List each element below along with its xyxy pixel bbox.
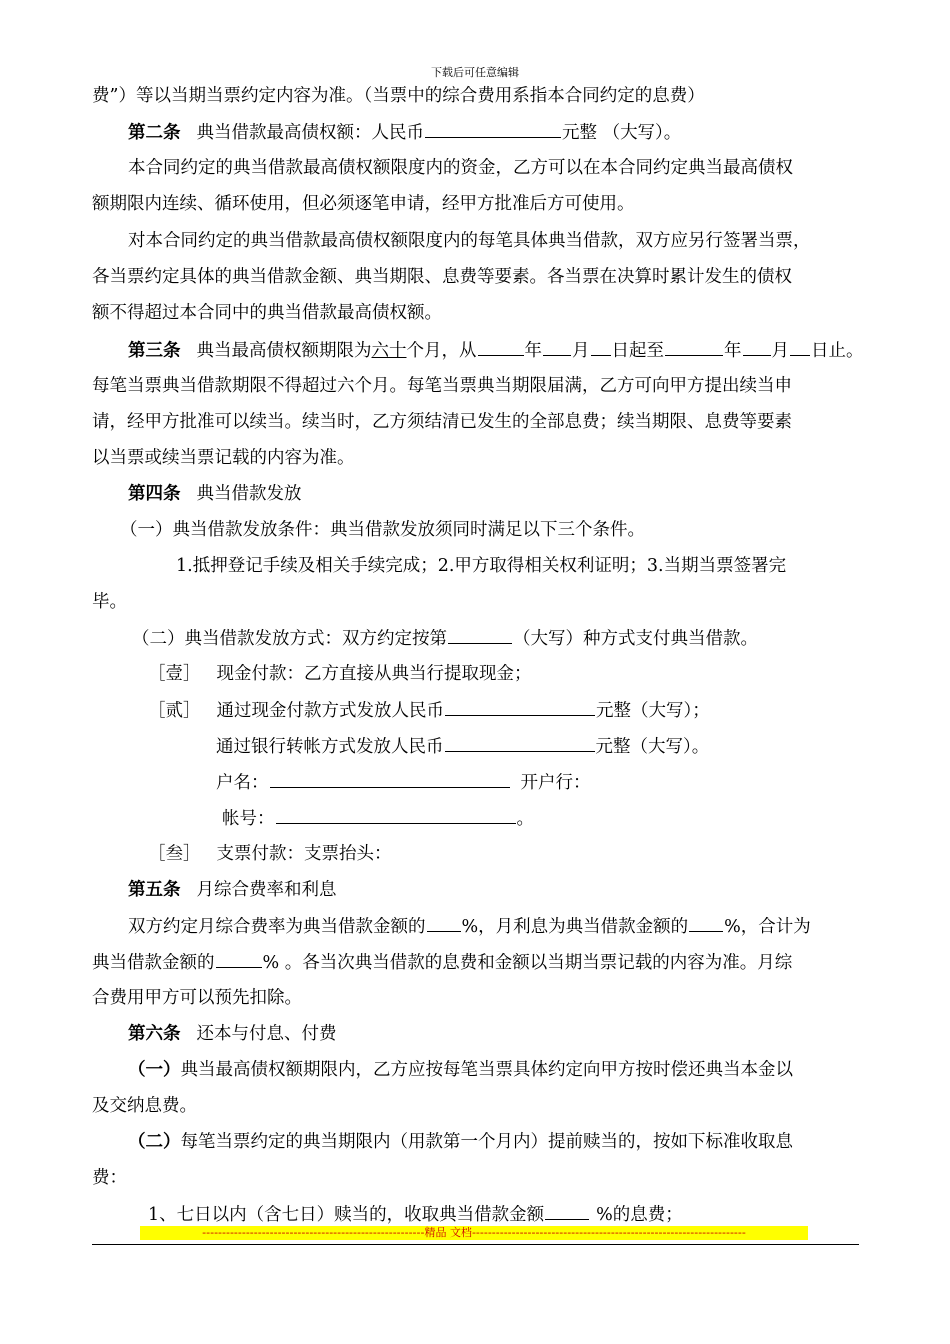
text-line: 对本合同约定的典当借款最高债权额限度内的每笔具体典当借款，双方应另行签署当票， bbox=[128, 231, 811, 251]
option-2: ［贰］ 通过现金付款方式发放人民币 元整（大写）； bbox=[92, 698, 923, 723]
account-name-line: 户名： 开户行： bbox=[92, 770, 950, 795]
option-2-transfer: 通过银行转帐方式发放人民币 元整（大写）。 bbox=[92, 734, 950, 759]
text-line: 典当借款金额的 % 。各当次典当借款的息费和金额以当期当票记载的内容为准。月综 bbox=[92, 950, 867, 975]
text-line: 请，经甲方批准可以续当。续当时，乙方须结清已发生的全部息费；续当期限、息费等要素 bbox=[92, 412, 792, 432]
text-line: （二）每笔当票约定的典当期限内（用款第一个月内）提前赎当的，按如下标准收取息 bbox=[128, 1132, 793, 1152]
text-line: 额不得超过本合同中的典当借款最高债权额。 bbox=[92, 303, 442, 323]
end-day-blank[interactable] bbox=[790, 338, 810, 356]
start-year-blank[interactable] bbox=[478, 338, 524, 356]
end-year-blank[interactable] bbox=[665, 338, 723, 356]
text-line: 及交纳息费。 bbox=[92, 1096, 197, 1116]
cash-amount-blank[interactable] bbox=[445, 698, 595, 716]
early-redeem-rate-blank[interactable] bbox=[545, 1202, 589, 1220]
text-line: 合费用甲方可以预先扣除。 bbox=[92, 988, 302, 1008]
article-2-heading: 第二条 典当借款最高债权额：人民币 元整 （大写）。 bbox=[92, 120, 903, 145]
article-title: 第二条 bbox=[128, 123, 181, 143]
text-line: （二）典当借款发放方式：双方约定按第 （大写）种方式支付典当借款。 bbox=[92, 626, 907, 651]
text-line: 本合同约定的典当借款最高债权额限度内的资金，乙方可以在本合同约定典当最高债权 bbox=[128, 158, 793, 178]
article-6-heading: 第六条 还本与付息、付费 bbox=[128, 1024, 337, 1044]
text-line: （一）典当最高债权额期限内，乙方应按每笔当票具体约定向甲方按时偿还典当本金以 bbox=[128, 1060, 793, 1080]
article-4-heading: 第四条 典当借款发放 bbox=[128, 484, 302, 504]
text-line: 费： bbox=[92, 1168, 127, 1188]
text-line: 双方约定月综合费率为典当借款金额的 %，月利息为典当借款金额的 %，合计为 bbox=[92, 914, 903, 939]
start-day-blank[interactable] bbox=[591, 338, 611, 356]
fee-rate-blank[interactable] bbox=[427, 914, 461, 932]
text-line: 1、七日以内（含七日）赎当的，收取典当借款金额 %的息费； bbox=[92, 1202, 923, 1227]
method-blank[interactable] bbox=[448, 626, 512, 644]
text-line: 1.抵押登记手续及相关手续完成；2.甲方取得相关权利证明；3.当期当票签署完 bbox=[176, 556, 787, 576]
footer-divider bbox=[92, 1244, 859, 1245]
article-5-heading: 第五条 月综合费率和利息 bbox=[128, 880, 337, 900]
footer-watermark-text: --------------------------------------------------------精品 文档--------------------------------------------------------------------- bbox=[202, 1226, 746, 1239]
interest-rate-blank[interactable] bbox=[689, 914, 723, 932]
article-title: 第三条 bbox=[128, 341, 181, 361]
account-number-blank[interactable] bbox=[276, 806, 516, 824]
article-title: 第四条 bbox=[128, 484, 181, 504]
option-1: ［壹］ 现金付款：乙方直接从典当行提取现金； bbox=[148, 664, 532, 684]
article-3-heading: 第三条 典当最高债权额期限为六十个月，从 年 月 日起至 年 月 日止。 bbox=[92, 338, 903, 363]
page-header-note: 下载后可任意编辑 bbox=[431, 66, 519, 79]
text-line: 每笔当票典当借款期限不得超过六个月。每笔当票典当期限届满，乙方可向甲方提出续当申 bbox=[92, 376, 792, 396]
amount-blank[interactable] bbox=[425, 120, 561, 138]
article-title: 第六条 bbox=[128, 1024, 181, 1044]
text-line: 毕。 bbox=[92, 592, 127, 612]
start-month-blank[interactable] bbox=[543, 338, 571, 356]
text-line: 额期限内连续、循环使用，但必须逐笔申请，经甲方批准后方可使用。 bbox=[92, 194, 635, 214]
end-month-blank[interactable] bbox=[743, 338, 771, 356]
term-months: 六十 bbox=[371, 341, 407, 361]
text-line: 以当票或续当票记载的内容为准。 bbox=[92, 448, 355, 468]
text-line: （一）典当借款发放条件：典当借款发放须同时满足以下三个条件。 bbox=[120, 520, 645, 540]
total-rate-blank[interactable] bbox=[216, 950, 262, 968]
account-name-blank[interactable] bbox=[270, 770, 510, 788]
text-line: 费”）等以当期当票约定内容为准。（当票中的综合费用系指本合同约定的息费） bbox=[92, 86, 705, 106]
article-title: 第五条 bbox=[128, 880, 181, 900]
account-number-line: 帐号： 。 bbox=[92, 806, 950, 831]
option-3: ［叁］ 支票付款：支票抬头： bbox=[148, 844, 392, 864]
text-line: 各当票约定具体的典当借款金额、典当期限、息费等要素。各当票在决算时累计发生的债权 bbox=[92, 267, 792, 287]
transfer-amount-blank[interactable] bbox=[445, 734, 595, 752]
